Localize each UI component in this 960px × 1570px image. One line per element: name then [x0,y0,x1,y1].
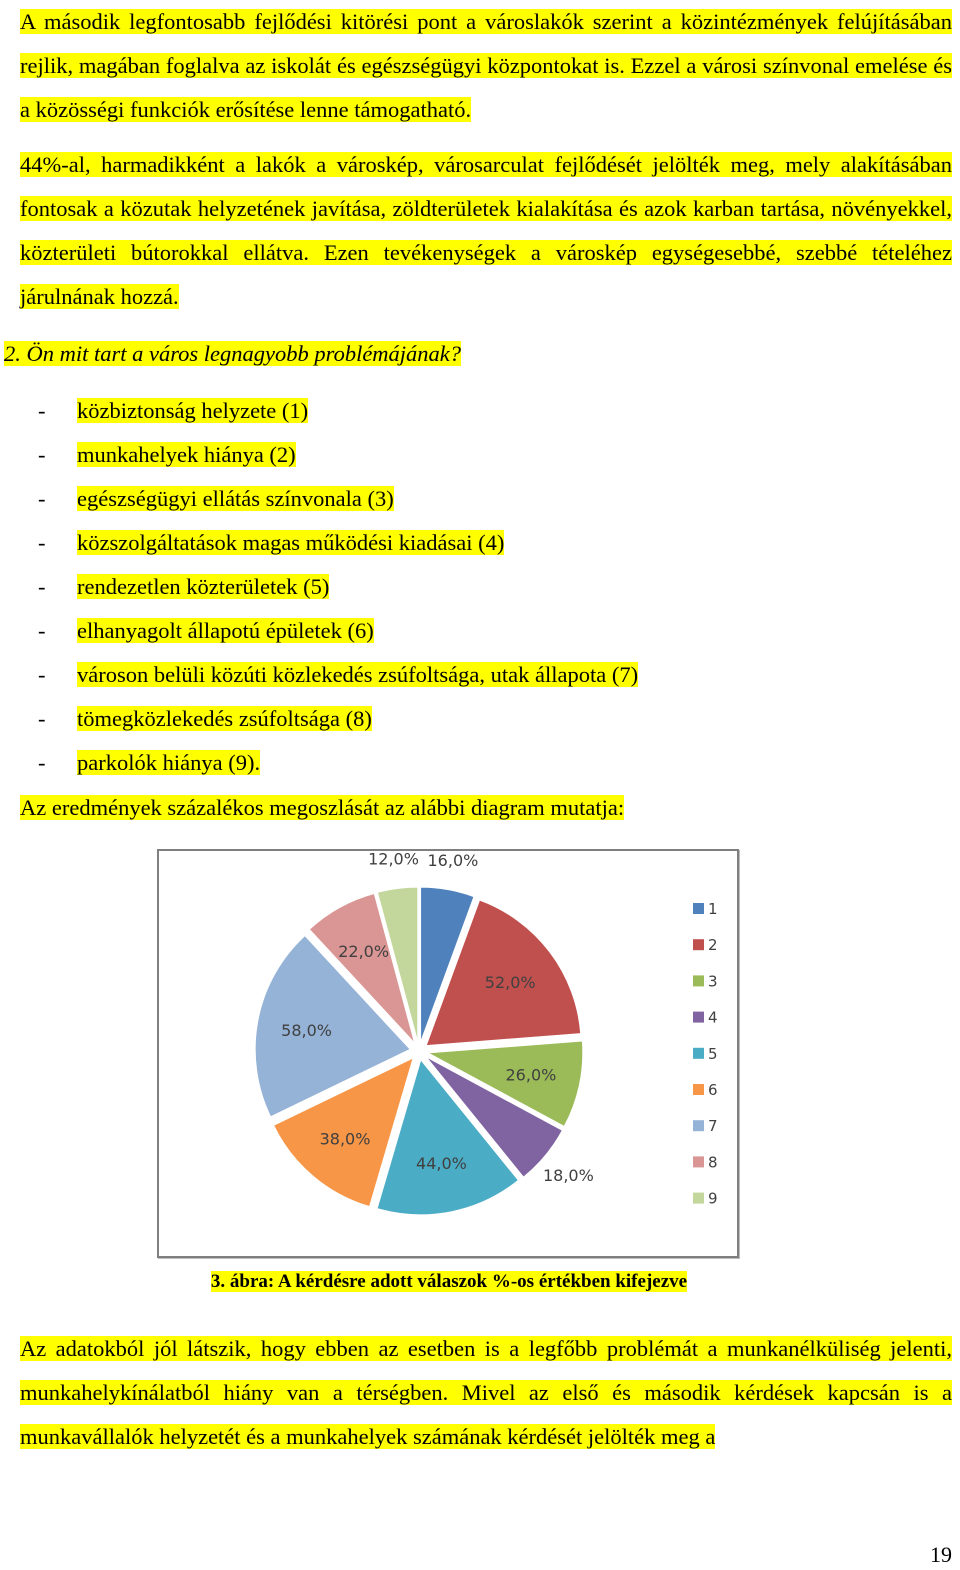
problem-list [38,389,638,785]
figure-caption: 3. ábra: A kérdésre adott válaszok %-os értékben kifejezve [210,1271,688,1292]
legend-label: 6 [708,1081,718,1099]
pie-data-label: 16,0% [427,851,479,870]
legend-swatch [693,903,704,914]
question-heading: 2. Ön mit tart a város legnagyobb problémájának? [4,341,462,366]
list-item: - parkolók hiánya (9). [38,750,261,775]
legend-swatch [693,1120,704,1131]
legend-swatch [693,1048,704,1059]
legend-swatch [693,975,704,986]
list-item: - munkahelyek hiánya (2) [38,442,296,467]
legend-swatch [693,1012,704,1023]
legend-swatch [693,1193,704,1204]
paragraph-1: A második legfontosabb fejlődési kitörési pont a városlakók szerint a közintézmények felújításában rejlik, magában foglalva az iskolát és egészségügyi központokat is. Ezzel a városi színvonal emelése és a közösségi funkciók erősítése lenne támogatható. [20,9,952,122]
page-number: 19 [930,1542,952,1567]
list-item: - egészségügyi ellátás színvonala (3) [38,486,394,511]
list-item: - tömegközlekedés zsúfoltsága (8) [38,706,372,731]
legend-label: 1 [708,900,718,918]
list-item: - rendezetlen közterületek (5) [38,574,330,599]
pie-chart [159,851,737,1256]
legend-label: 4 [708,1008,718,1027]
pie-data-label: 44,0% [416,1154,467,1174]
legend-label: 8 [708,1153,718,1172]
pie-chart-figure [157,849,739,1258]
legend-swatch [693,1084,704,1095]
legend-label: 9 [708,1189,718,1208]
list-item: - városon belüli közúti közlekedés zsúfoltsága, utak állapota (7) [38,662,639,687]
pie-data-label: 18,0% [542,1165,594,1185]
pie-data-label: 22,0% [338,941,390,961]
legend-label: 2 [708,936,718,955]
list-item: - közszolgáltatások magas működési kiadásai (4) [38,530,505,555]
legend-swatch [693,1156,704,1167]
legend-label: 5 [708,1044,718,1063]
legend-label: 7 [708,1117,718,1136]
pie-data-label: 58,0% [281,1020,333,1040]
pie-data-label: 26,0% [505,1065,557,1085]
pie-data-label: 38,0% [319,1129,371,1149]
paragraph-3: Az adatokból jól látszik, hogy ebben az esetben is a legfőbb problémát a munkanélküliség jelenti, munkahelykínálatból hiány van a térségben. Mivel az első és második kérdések kapcsán is a munkavállalók helyzetét és a munkahelyek számának kérdését jelölték meg a [20,1336,952,1449]
pie-data-label: 12,0% [368,851,419,869]
chart-intro: Az eredmények százalékos megoszlását az alábbi diagram mutatja: [20,795,625,820]
legend-swatch [693,939,704,950]
pie-data-label: 52,0% [484,972,536,992]
legend-label: 3 [708,972,718,991]
list-item: - közbiztonság helyzete (1) [38,398,309,423]
paragraph-2: 44%-al, harmadikként a lakók a városkép, városarculat fejlődését jelölték meg, mely alakításában fontosak a közutak helyzetének javítása, zöldterületek kialakítása és azok karban tartása, növényekkel, közterületi bútorokkal ellátva. Ezen tevékenységek a városkép egységesebbé, szebbé tételéhez járulnának hozzá. [20,152,952,309]
list-item: - elhanyagolt állapotú épületek (6) [38,618,374,643]
